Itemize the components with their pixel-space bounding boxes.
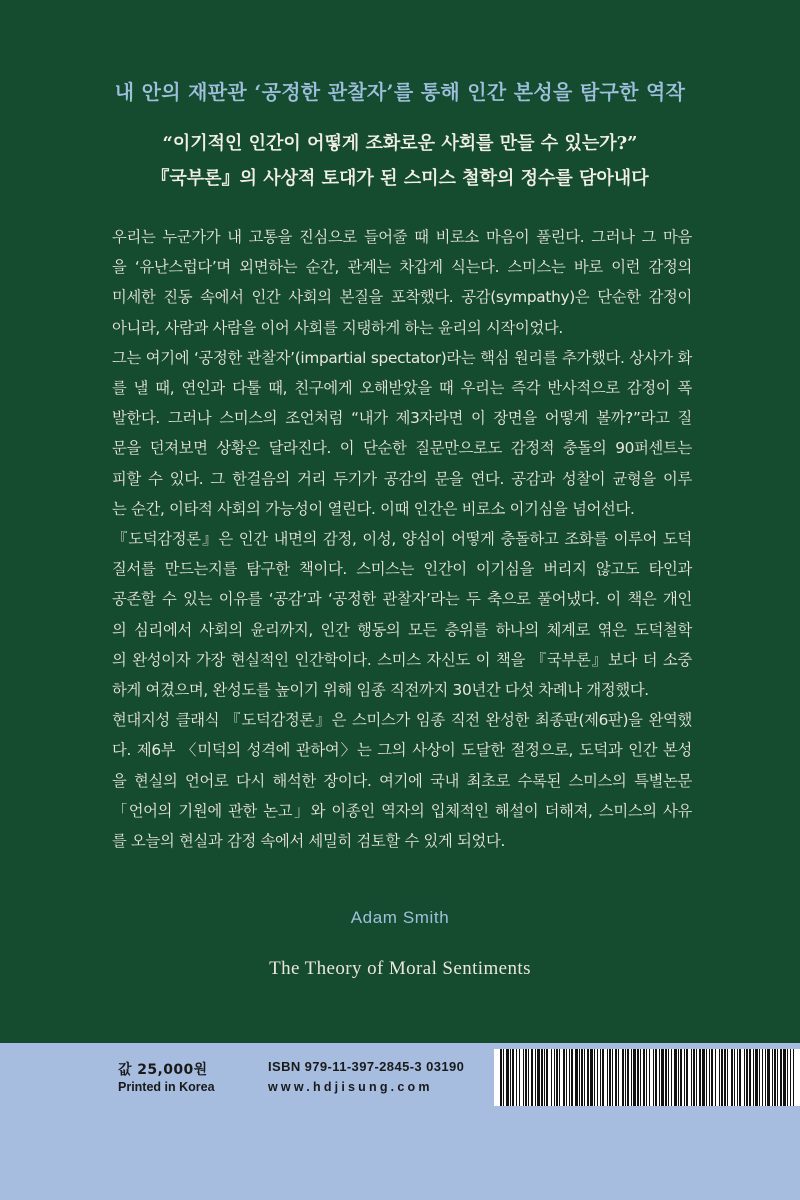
barcode-bar <box>765 1049 766 1106</box>
barcode-bar <box>774 1049 776 1106</box>
body-line: 『도덕감정론』은 인간 내면의 감정, 이성, 양심이 어떻게 충돌하고 조화를 이루어 도덕 <box>112 530 692 549</box>
barcode-bar <box>607 1049 608 1106</box>
body-line: 을 현실의 언어로 다시 해석한 장이다. 여기에 국내 최초로 수록된 스미스의 특별논문 <box>112 771 692 790</box>
barcode-bar <box>696 1049 697 1106</box>
headline: 내 안의 재판관 ‘공정한 관찰자’를 통해 인간 본성을 탐구한 역작 <box>114 80 686 104</box>
barcode-bar <box>665 1049 667 1106</box>
barcode-bar <box>691 1049 692 1106</box>
barcode-bar <box>541 1049 543 1106</box>
barcode-bar <box>559 1049 560 1106</box>
isbn-label: ISBN 979-11-397-2845-3 03190 <box>268 1059 465 1074</box>
barcode-bar <box>615 1049 617 1106</box>
barcode-bar <box>506 1049 509 1106</box>
barcode-bar <box>678 1049 679 1106</box>
barcode-bar <box>600 1049 601 1106</box>
barcode-bar <box>566 1049 567 1106</box>
body-line: 는 순간, 이타적 사회의 가능성이 열린다. 이때 인간은 비로소 이기심을 넘어선다. <box>112 499 635 518</box>
barcode-bar <box>612 1049 613 1106</box>
body-line: 공존할 수 있는 이유를 ‘공감’과 ‘공정한 관찰자’라는 두 축으로 풀어냈다. 이 책은 개인 <box>112 590 692 609</box>
barcode-bar <box>554 1049 555 1106</box>
barcode-bar <box>693 1049 695 1106</box>
body-line: 그는 여기에 ‘공정한 관찰자’(impartial spectator)라는 핵심 원리를 추가했다. 상사가 화 <box>112 348 692 367</box>
barcode-bar <box>579 1049 580 1106</box>
barcode-bar <box>661 1049 664 1106</box>
author-name: Adam Smith <box>350 908 450 927</box>
barcode-bar <box>602 1049 604 1106</box>
barcode-bar <box>643 1049 645 1106</box>
barcode-bar <box>719 1049 720 1106</box>
barcode-bar <box>653 1049 654 1106</box>
barcode-bar <box>525 1049 527 1106</box>
body-line: 미세한 진동 속에서 인간 사회의 본질을 포착했다. 공감(sympathy)은 단순한 감정이 <box>112 288 692 307</box>
barcode-bar <box>637 1049 639 1106</box>
barcode-bar <box>531 1049 533 1106</box>
barcode-bar <box>503 1049 504 1106</box>
barcode-bar <box>594 1049 595 1106</box>
barcode-bar <box>711 1049 713 1106</box>
barcode-bar <box>512 1049 514 1106</box>
barcode-bar <box>571 1049 573 1106</box>
barcode-bar <box>783 1049 786 1106</box>
barcode-bar <box>544 1049 545 1106</box>
barcode-bar <box>767 1049 770 1106</box>
barcode-bar <box>528 1049 529 1106</box>
price-label: 값 25,000원 <box>118 1062 208 1078</box>
barcode-bar <box>684 1049 685 1106</box>
barcode-bar <box>500 1049 502 1106</box>
body-line: 피할 수 있다. 그 한걸음의 거리 두기가 공감의 문을 연다. 공감과 성찰이 균형을 이루 <box>112 469 692 488</box>
quote-line-1: “이기적인 인간이 어떻게 조화로운 사회를 만들 수 있는가?” <box>162 133 638 154</box>
body-line: 현대지성 클래식 『도덕감정론』은 스미스가 임종 직전 완성한 최종판(제6판)을 완역했 <box>112 711 692 730</box>
barcode-bar <box>618 1049 619 1106</box>
barcode-bar <box>590 1049 593 1106</box>
barcode-bar <box>510 1049 511 1106</box>
barcode-bar <box>749 1049 751 1106</box>
barcode-bar <box>659 1049 660 1106</box>
quote-line-2: 『국부론』의 사상적 토대가 된 스미스 철학의 정수를 담아내다 <box>151 168 649 189</box>
barcode-bar <box>584 1049 585 1106</box>
barcode-bar <box>759 1049 760 1106</box>
barcode-bar <box>649 1049 650 1106</box>
barcode-bar <box>581 1049 583 1106</box>
website-link[interactable]: www.hdjisung.com <box>268 1080 433 1094</box>
barcode-bar <box>790 1049 791 1106</box>
body-line: 다. 제6부 〈미덕의 성격에 관하여〉는 그의 사상이 도달한 절정으로, 도덕과 인간 본성 <box>112 741 692 760</box>
body-line: 의 완성이자 가장 현실적인 인간학이다. 스미스 자신도 이 책을 『국부론』보다 더 소중 <box>112 650 692 669</box>
body-line: 질서를 만드는지를 탐구한 책이다. 스미스는 인간이 이기심을 버리지 않고도 타인과 <box>112 560 692 579</box>
barcode-image <box>494 1049 800 1106</box>
body-line: 문을 던져보면 상황은 달라진다. 이 단순한 질문만으로도 감정적 충돌의 90퍼센트는 <box>112 439 692 458</box>
barcode-bar <box>523 1049 524 1106</box>
quote-block <box>0 126 800 196</box>
body-line: 아니라, 사람과 사람을 이어 사회를 지탱하게 하는 윤리의 시작이었다. <box>112 318 563 337</box>
barcode-bar <box>563 1049 565 1106</box>
barcode-bar <box>753 1049 754 1106</box>
body-line: 하게 여겼으며, 완성도를 높이기 위해 임종 직전까지 30년간 다섯 차례나 개정했다. <box>112 681 649 700</box>
barcode-bar <box>631 1049 632 1106</box>
barcode-bar <box>597 1049 598 1106</box>
barcode-bar <box>622 1049 624 1106</box>
body-line: 를 낼 때, 연인과 다툴 때, 친구에게 오해받았을 때 우리는 즉각 반사적으로 감정이 폭 <box>112 379 692 398</box>
barcode-bar <box>772 1049 773 1106</box>
barcode-bar <box>516 1049 517 1106</box>
barcode-bar <box>746 1049 748 1106</box>
barcode-bar <box>762 1049 763 1106</box>
barcode-bar <box>551 1049 552 1106</box>
barcode-bar <box>702 1049 705 1106</box>
barcode-bar <box>575 1049 578 1106</box>
barcode-bar <box>777 1049 778 1106</box>
barcode-bar <box>625 1049 626 1106</box>
barcode-bar <box>671 1049 672 1106</box>
printed-in-label: Printed in Korea <box>118 1080 215 1094</box>
barcode-bar <box>674 1049 677 1106</box>
barcode-bar <box>680 1049 682 1106</box>
barcode-bar <box>633 1049 636 1106</box>
body-line: 우리는 누군가가 내 고통을 진심으로 들어줄 때 비로소 마음이 풀린다. 그러나 그 마음 <box>112 228 692 246</box>
barcode-bar <box>709 1049 710 1106</box>
barcode-bar <box>744 1049 745 1106</box>
barcode-bar <box>569 1049 570 1106</box>
barcode-bar <box>755 1049 758 1106</box>
barcode-bar <box>640 1049 641 1106</box>
barcode-bar <box>609 1049 611 1106</box>
barcode-bar <box>655 1049 657 1106</box>
barcode-bar <box>724 1049 726 1106</box>
barcode-bar <box>721 1049 723 1106</box>
body-line: 를 오늘의 현실과 감정 속에서 세밀히 검토할 수 있게 되었다. <box>112 832 506 851</box>
barcode-bar <box>715 1049 716 1106</box>
barcode-bar <box>734 1049 735 1106</box>
barcode-bar <box>556 1049 558 1106</box>
barcode-bar <box>780 1049 782 1106</box>
body-line: 의 심리에서 사회의 윤리까지, 인간 행동의 모든 층위를 하나의 체계로 엮은 도덕철학 <box>112 620 692 639</box>
barcode-bar <box>727 1049 728 1106</box>
body-line: 을 ‘유난스럽다’며 외면하는 순간, 관계는 차갑게 식는다. 스미스는 바로 이런 감정의 <box>112 258 692 277</box>
barcode-bar <box>793 1049 794 1106</box>
body-line: 발한다. 그러나 스미스의 조언처럼 “내가 제3자라면 이 장면을 어떻게 볼까?”라고 질 <box>112 409 692 428</box>
barcode-bar <box>739 1049 741 1106</box>
barcode-bar <box>535 1049 536 1106</box>
barcode-bar <box>668 1049 669 1106</box>
barcode-bar <box>737 1049 738 1106</box>
barcode-bar <box>537 1049 540 1106</box>
barcode-bar <box>627 1049 629 1106</box>
barcode-bar <box>787 1049 788 1106</box>
barcode-bar <box>686 1049 688 1106</box>
barcode-bar <box>699 1049 701 1106</box>
barcode-bar <box>546 1049 548 1106</box>
barcode-bar <box>646 1049 647 1106</box>
barcode-bar <box>587 1049 589 1106</box>
barcode-bar <box>706 1049 707 1106</box>
body-text <box>112 222 692 856</box>
english-title: The Theory of Moral Sentiments <box>269 958 531 979</box>
barcode-bar <box>519 1049 520 1106</box>
body-line: 「언어의 기원에 관한 논고」와 이종인 역자의 입체적인 해설이 더해져, 스미스의 사유 <box>112 801 692 820</box>
barcode-bar <box>731 1049 733 1106</box>
